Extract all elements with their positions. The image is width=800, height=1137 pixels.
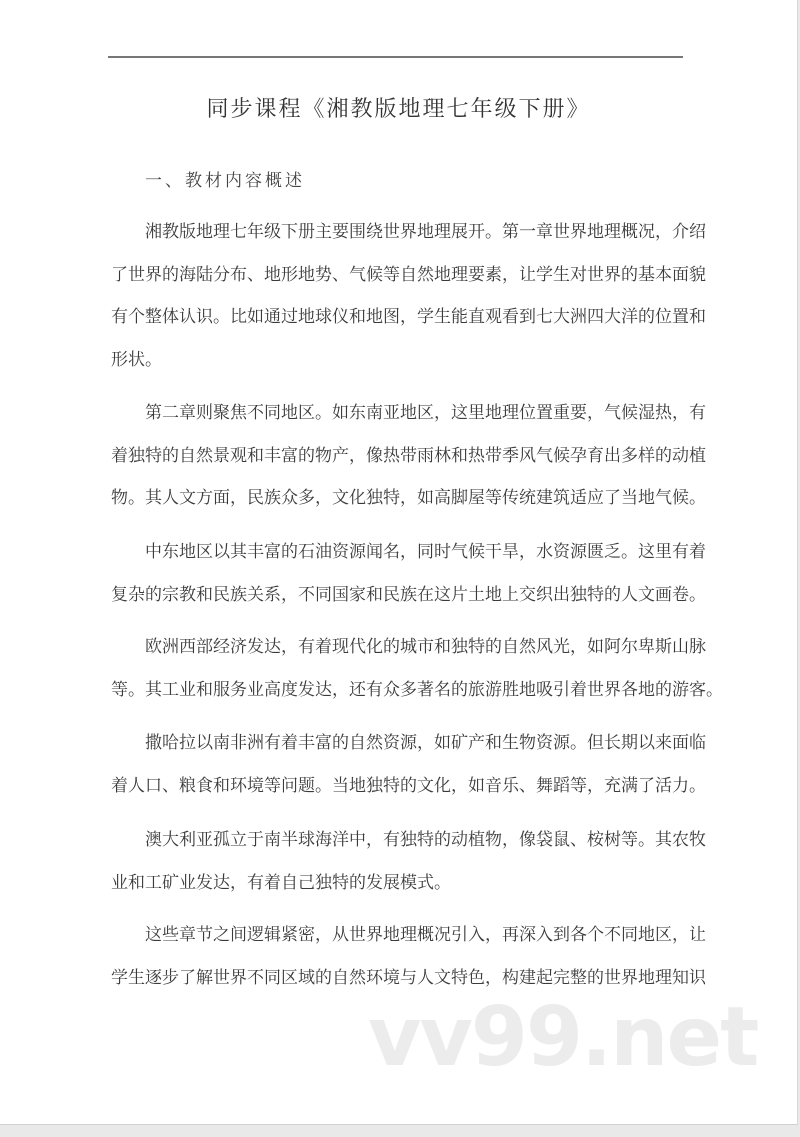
watermark: vv99.net: [368, 990, 758, 1085]
paragraph-3-line: 中东地区以其丰富的石油资源闻名，同时气候干旱，水资源匮乏。这里有着: [145, 542, 706, 562]
paragraph-2-line: 物。其人文方面，民族众多，文化独特，如高脚屋等传统建筑适应了当地气候。: [111, 488, 706, 508]
paragraph-5-line: 着人口、粮食和环境等问题。当地独特的文化，如音乐、舞蹈等，充满了活力。: [111, 775, 706, 796]
paragraph-1-line: 了世界的海陆分布、地形地势、气候等自然地理要素，让学生对世界的基本面貌: [111, 264, 706, 285]
paragraph-7-line: 这些章节之间逻辑紧密，从世界地理概况引入，再深入到各个不同地区，让: [145, 925, 706, 945]
paragraph-1-line: 形状。: [111, 349, 162, 370]
section-heading: 一、教材内容概述: [145, 171, 305, 191]
paragraph-6-line: 澳大利亚孤立于南半球海洋中，有独特的动植物，像袋鼠、桉树等。其农牧: [145, 830, 706, 850]
document-title: 同步课程《湘教版地理七年级下册》: [206, 97, 591, 122]
paragraph-5-line: 撒哈拉以南非洲有着丰富的自然资源，如矿产和生物资源。但长期以来面临: [145, 733, 706, 753]
paragraph-1-line: 有个整体认识。比如通过地球仪和地图，学生能直观看到七大洲四大洋的位置和: [111, 307, 706, 327]
paragraph-6-line: 业和工矿业发达，有着自己独特的发展模式。: [111, 872, 451, 893]
paragraph-2-line: 第二章则聚焦不同地区。如东南亚地区，这里地理位置重要，气候湿热，有: [145, 403, 706, 423]
paragraph-7-line: 学生逐步了解世界不同区域的自然环境与人文特色，构建起完整的世界地理知识: [111, 967, 706, 988]
header-rule: [108, 56, 683, 58]
paragraph-4-line: 等。其工业和服务业高度发达，还有众多著名的旅游胜地吸引着世界各地的游客。: [111, 679, 723, 700]
paragraph-1-line: 湘教版地理七年级下册主要围绕世界地理展开。第一章世界地理概况，介绍: [145, 222, 706, 242]
paragraph-4-line: 欧洲西部经济发达，有着现代化的城市和独特的自然风光，如阿尔卑斯山脉: [145, 637, 706, 657]
paragraph-2-line: 着独特的自然景观和丰富的物产，像热带雨林和热带季风气候孕育出多样的动植: [111, 445, 706, 466]
paragraph-3-line: 复杂的宗教和民族关系，不同国家和民族在这片土地上交织出独特的人文画卷。: [111, 584, 706, 605]
